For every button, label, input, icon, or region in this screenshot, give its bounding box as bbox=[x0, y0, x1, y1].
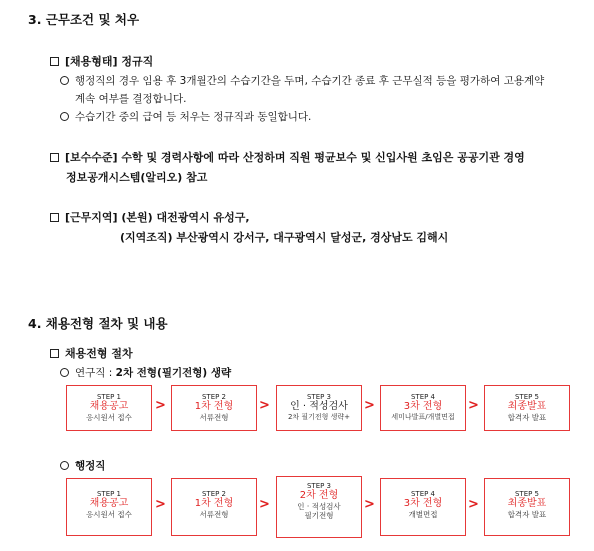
chevron-right-icon: > bbox=[364, 398, 375, 413]
probation-pay-bullet bbox=[60, 109, 311, 124]
step-desc: 2차 필기전형 생략+ bbox=[287, 413, 351, 422]
step-title: 3차 전형 bbox=[403, 498, 443, 510]
admin-step-3 bbox=[276, 476, 362, 538]
employment-type-heading bbox=[50, 53, 153, 69]
step-desc: 응시원서 접수 bbox=[86, 413, 132, 423]
square-bullet-icon bbox=[50, 349, 59, 358]
step-desc: 인 · 적성검사 bbox=[297, 502, 341, 512]
chevron-right-icon: > bbox=[259, 398, 270, 413]
chevron-right-icon: > bbox=[155, 398, 166, 413]
step-desc: 합격자 발표 bbox=[507, 413, 547, 423]
pay-level-continued: 정보공개시스템(알리오) 참고 bbox=[66, 171, 208, 184]
step-number: STEP 2 bbox=[201, 490, 227, 498]
chevron-right-icon: > bbox=[364, 497, 375, 512]
step-desc: 합격자 발표 bbox=[507, 510, 547, 520]
employment-type-text: [채용형태] 정규직 bbox=[65, 55, 154, 68]
step-title: 1차 전형 bbox=[194, 401, 234, 413]
step-desc: 세미나발표/개별면접 bbox=[391, 413, 455, 422]
probation-pay-text: 수습기간 중의 급여 등 처우는 정규직과 동일합니다. bbox=[75, 111, 312, 123]
step-number: STEP 3 bbox=[306, 482, 332, 490]
step-number: STEP 3 bbox=[306, 393, 332, 401]
research-step-5 bbox=[484, 385, 570, 431]
admin-step-2 bbox=[171, 478, 257, 536]
research-step-3 bbox=[276, 385, 362, 431]
research-step-1 bbox=[66, 385, 152, 431]
step-title: 3차 전형 bbox=[403, 401, 443, 413]
circle-bullet-icon bbox=[60, 112, 69, 121]
research-step-2 bbox=[171, 385, 257, 431]
pay-level-text: [보수수준] 수학 및 경력사항에 따라 산정하며 직원 평균보수 및 신입사원 초임은 공공기관 경영 bbox=[65, 151, 525, 164]
research-track-label bbox=[60, 365, 231, 380]
step-title: 최종발표 bbox=[507, 401, 547, 413]
work-location-heading bbox=[50, 209, 250, 225]
step-title: 채용공고 bbox=[89, 498, 129, 510]
process-heading-text: 채용전형 절차 bbox=[65, 347, 133, 360]
chevron-right-icon: > bbox=[259, 497, 270, 512]
step-title: 2차 전형 bbox=[299, 490, 339, 502]
admin-step-5 bbox=[484, 478, 570, 536]
step-desc: 개별면접 bbox=[408, 510, 438, 520]
step-number: STEP 4 bbox=[410, 490, 436, 498]
section-4-title: 4. 채용전형 절차 및 내용 bbox=[28, 316, 168, 331]
step-desc: 서류전형 bbox=[199, 413, 229, 423]
step-desc-2: 필기전형 bbox=[304, 511, 334, 521]
step-number: STEP 4 bbox=[410, 393, 436, 401]
step-title: 채용공고 bbox=[89, 401, 129, 413]
step-number: STEP 2 bbox=[201, 393, 227, 401]
step-number: STEP 1 bbox=[96, 393, 122, 401]
section-3-title: 3. 근무조건 및 처우 bbox=[28, 12, 140, 27]
step-number: STEP 5 bbox=[514, 490, 540, 498]
admin-step-1 bbox=[66, 478, 152, 536]
step-title: 인 · 적성검사 bbox=[290, 401, 348, 413]
circle-bullet-icon bbox=[60, 76, 69, 85]
probation-bullet bbox=[60, 73, 544, 88]
pay-level-heading bbox=[50, 149, 525, 165]
admin-label-text: 행정직 bbox=[75, 460, 106, 472]
step-title: 1차 전형 bbox=[194, 498, 234, 510]
research-label-prefix: 연구직 : bbox=[75, 367, 116, 379]
research-step-4 bbox=[380, 385, 466, 431]
step-title: 최종발표 bbox=[507, 498, 547, 510]
step-desc: 서류전형 bbox=[199, 510, 229, 520]
square-bullet-icon bbox=[50, 57, 59, 66]
work-location-text: [근무지역] (본원) 대전광역시 유성구, bbox=[65, 211, 250, 224]
square-bullet-icon bbox=[50, 153, 59, 162]
circle-bullet-icon bbox=[60, 461, 69, 470]
chevron-right-icon: > bbox=[468, 398, 479, 413]
circle-bullet-icon bbox=[60, 368, 69, 377]
chevron-right-icon: > bbox=[468, 497, 479, 512]
probation-text: 행정직의 경우 임용 후 3개월간의 수습기간을 두며, 수습기간 종료 후 근무실적 등을 평가하여 고용계약 bbox=[75, 75, 545, 87]
step-number: STEP 5 bbox=[514, 393, 540, 401]
chevron-right-icon: > bbox=[155, 497, 166, 512]
probation-continued: 계속 여부를 결정합니다. bbox=[75, 93, 187, 105]
work-location-regional: (지역조직) 부산광역시 강서구, 대구광역시 달성군, 경상남도 김해시 bbox=[120, 231, 449, 244]
square-bullet-icon bbox=[50, 213, 59, 222]
step-desc: 응시원서 접수 bbox=[86, 510, 132, 520]
research-label-bold: 2차 전형(필기전형) 생략 bbox=[115, 367, 232, 379]
process-heading bbox=[50, 345, 133, 361]
step-number: STEP 1 bbox=[96, 490, 122, 498]
admin-track-label bbox=[60, 458, 105, 473]
admin-step-4 bbox=[380, 478, 466, 536]
